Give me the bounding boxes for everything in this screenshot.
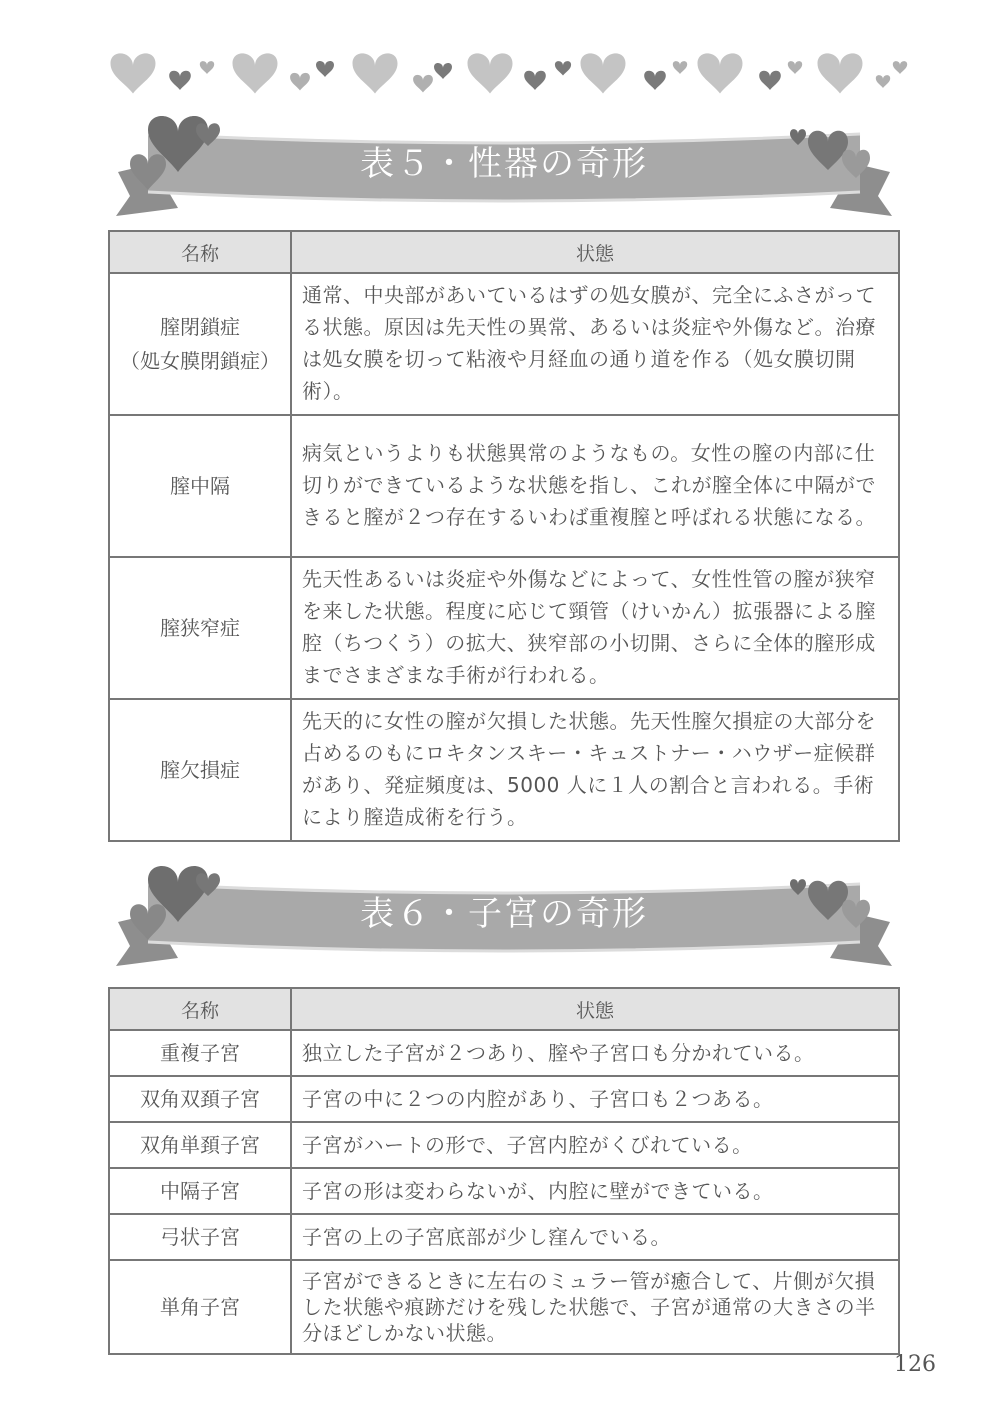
- row-description: 子宮がハートの形で、子宮内腔がくびれている。: [291, 1122, 899, 1168]
- table-row: [109, 1030, 899, 1076]
- row-description: 子宮の上の子宮底部が少し窪んでいる。: [291, 1214, 899, 1260]
- row-name: 重複子宮: [109, 1030, 291, 1076]
- row-name: 双角双頚子宮: [109, 1076, 291, 1122]
- table-row: [109, 1122, 899, 1168]
- row-name-line2: （処女膜閉鎖症）: [120, 349, 280, 373]
- row-description: 独立した子宮が２つあり、膣や子宮口も分かれている。: [291, 1030, 899, 1076]
- header-state: 状態: [291, 231, 899, 273]
- row-name: 弓状子宮: [109, 1214, 291, 1260]
- header-state: 状態: [291, 988, 899, 1030]
- table-row: [109, 1214, 899, 1260]
- table5-genital-malformations: [108, 230, 900, 842]
- section-banner-table5: [108, 112, 900, 217]
- table6-uterine-malformations: [108, 987, 900, 1355]
- table-header-row: [109, 988, 899, 1030]
- page-number: 126: [894, 1352, 936, 1377]
- heart-border-decoration: [105, 42, 925, 100]
- row-name: 中隔子宮: [109, 1168, 291, 1214]
- table-row: [109, 415, 899, 557]
- table-header-row: [109, 231, 899, 273]
- row-description: 通常、中央部があいているはずの処女膜が、完全にふさがってる状態。原因は先天性の異常、あるいは炎症や外傷など。治療は処女膜を切って粘液や月経血の通り道を作る（処女膜切開術）。: [291, 273, 899, 415]
- table-row: [109, 1168, 899, 1214]
- row-name: 膣狭窄症: [109, 557, 291, 699]
- header-name: 名称: [109, 988, 291, 1030]
- section-banner-table6: [108, 862, 900, 967]
- row-description: 子宮の中に２つの内腔があり、子宮口も２つある。: [291, 1076, 899, 1122]
- row-description: 病気というよりも状態異常のようなもの。女性の膣の内部に仕切りができているような状態を指し、これが膣全体に中隔ができると膣が２つ存在するいわば重複膣と呼ばれる状態になる。: [291, 415, 899, 557]
- row-name: 単角子宮: [109, 1260, 291, 1354]
- row-description: 先天的に女性の膣が欠損した状態。先天性膣欠損症の大部分を占めるのもにロキタンスキー・キュストナー・ハウザー症候群があり、発症頻度は、5000 人に１人の割合と言われる。手術により膣造成術を行う。: [291, 699, 899, 841]
- table6-title: 表６・子宮の奇形: [360, 894, 648, 934]
- table-row: [109, 273, 899, 415]
- table-row: [109, 557, 899, 699]
- row-name: 膣中隔: [109, 415, 291, 557]
- row-name: 膣欠損症: [109, 699, 291, 841]
- table-row: [109, 699, 899, 841]
- row-description: 子宮ができるときに左右のミュラー管が癒合して、片側が欠損した状態や痕跡だけを残した状態で、子宮が通常の大きさの半分ほどしかない状態。: [291, 1260, 899, 1354]
- table-row: [109, 1260, 899, 1354]
- row-name: [109, 273, 291, 415]
- header-name: 名称: [109, 231, 291, 273]
- row-name-line1: 膣閉鎖症: [160, 315, 240, 339]
- table5-title: 表５・性器の奇形: [360, 144, 648, 184]
- row-description: 子宮の形は変わらないが、内腔に壁ができている。: [291, 1168, 899, 1214]
- table-row: [109, 1076, 899, 1122]
- row-name: 双角単頚子宮: [109, 1122, 291, 1168]
- row-description: 先天性あるいは炎症や外傷などによって、女性性管の膣が狭窄を来した状態。程度に応じて頸管（けいかん）拡張器による膣腔（ちつくう）の拡大、狭窄部の小切開、さらに全体的膣形成までさまざまな手術が行われる。: [291, 557, 899, 699]
